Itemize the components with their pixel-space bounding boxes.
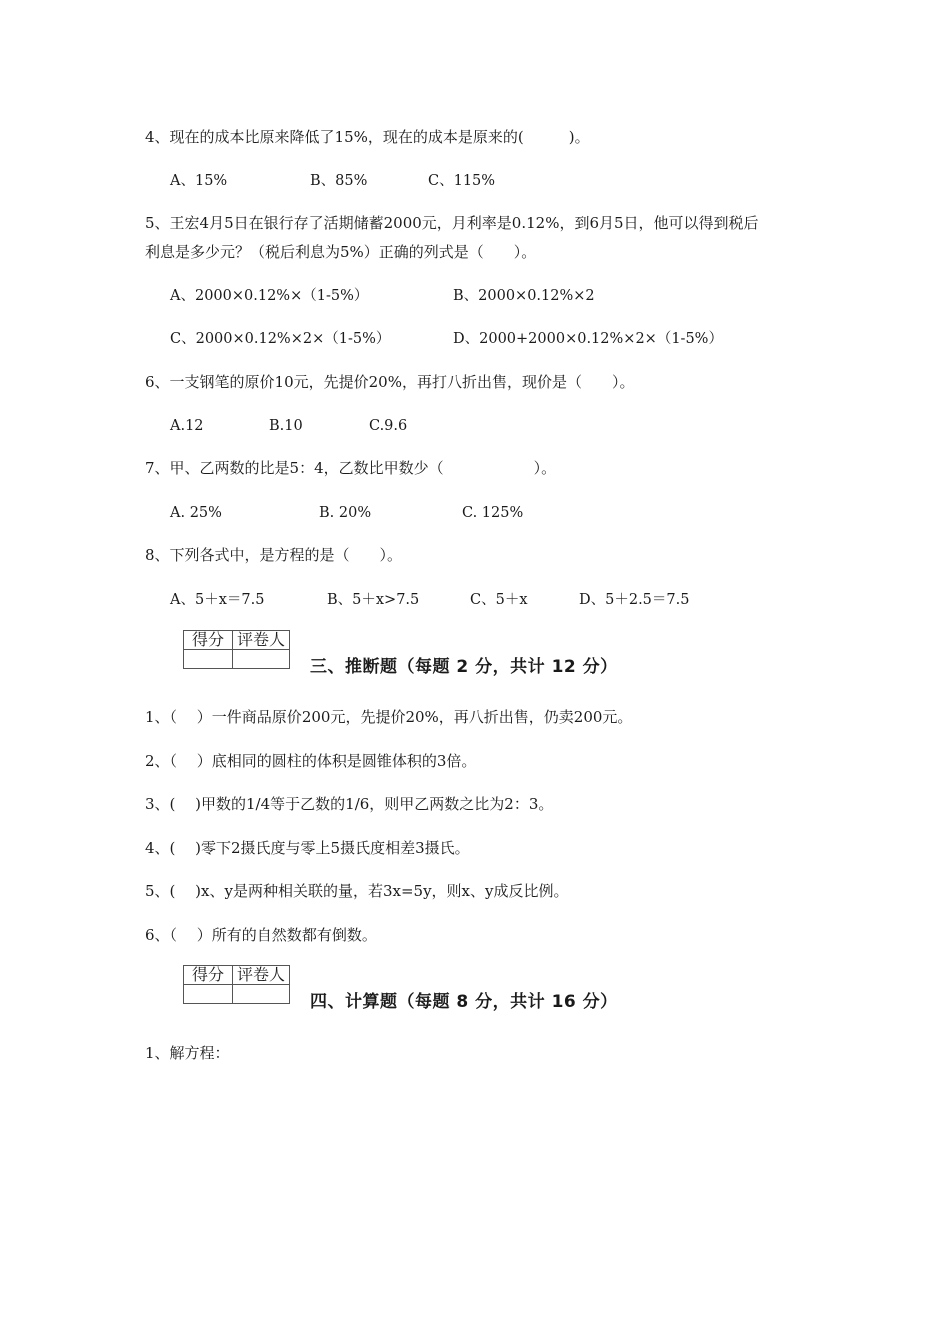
- q4-option-a: A、15%: [170, 173, 228, 189]
- q6-option-a: A.12: [170, 418, 204, 434]
- score-label: 得分: [184, 631, 233, 650]
- section-3-title: 三、推断题（每题 2 分，共计 12 分）: [310, 657, 618, 677]
- q4-option-b: B、85%: [310, 173, 368, 189]
- calc-item-1: 1、解方程：: [145, 1044, 230, 1062]
- q7-option-c: C. 125%: [462, 505, 524, 521]
- score-box-section4: [183, 965, 290, 1004]
- q7-option-b: B. 20%: [319, 505, 372, 521]
- q6-option-c: C.9.6: [369, 418, 408, 434]
- grader-label: 评卷人: [233, 966, 290, 985]
- grader-label: 评卷人: [233, 631, 290, 650]
- score-box-section3: [183, 630, 290, 669]
- question-8: 8、下列各式中，是方程的是（ ）。: [145, 546, 403, 564]
- q5-option-b: B、2000×0.12%×2: [453, 288, 595, 304]
- question-5-line2: 利息是多少元？（税后利息为5%）正确的列式是（ ）。: [145, 243, 537, 261]
- q6-option-b: B.10: [269, 418, 303, 434]
- q4-option-c: C、115%: [428, 173, 496, 189]
- grader-cell[interactable]: [233, 985, 290, 1004]
- q7-option-a: A. 25%: [170, 505, 222, 521]
- section-4-title: 四、计算题（每题 8 分，共计 16 分）: [310, 992, 618, 1012]
- q5-option-d: D、2000+2000×0.12%×2×（1-5%）: [453, 331, 723, 347]
- question-4: 4、现在的成本比原来降低了15%，现在的成本是原来的( )。: [145, 128, 590, 146]
- score-cell[interactable]: [184, 985, 233, 1004]
- judge-item-4: 4、( )零下2摄氏度与零上5摄氏度相差3摄氏。: [145, 839, 470, 857]
- score-label: 得分: [184, 966, 233, 985]
- q8-option-b: B、5＋x>7.5: [327, 592, 420, 608]
- judge-item-3: 3、( )甲数的1/4等于乙数的1/6，则甲乙两数之比为2：3。: [145, 795, 554, 813]
- judge-item-2: 2、（ ）底相同的圆柱的体积是圆锥体积的3倍。: [145, 752, 477, 770]
- q8-option-c: C、5＋x: [470, 592, 528, 608]
- score-cell[interactable]: [184, 650, 233, 669]
- q8-option-a: A、5＋x＝7.5: [170, 592, 265, 608]
- question-7: 7、甲、乙两数的比是5：4，乙数比甲数少（ ）。: [145, 459, 557, 477]
- question-5-line1: 5、王宏4月5日在银行存了活期储蓄2000元，月利率是0.12%，到6月5日，他可以得到税后: [145, 214, 759, 232]
- q8-option-d: D、5＋2.5＝7.5: [579, 592, 690, 608]
- q5-option-a: A、2000×0.12%×（1-5%）: [170, 288, 369, 304]
- judge-item-5: 5、( )x、y是两种相关联的量，若3x=5y，则x、y成反比例。: [145, 882, 569, 900]
- grader-cell[interactable]: [233, 650, 290, 669]
- judge-item-6: 6、（ ）所有的自然数都有倒数。: [145, 926, 377, 944]
- question-6: 6、一支钢笔的原价10元，先提价20%，再打八折出售，现价是（ ）。: [145, 373, 635, 391]
- judge-item-1: 1、（ ）一件商品原价200元，先提价20%，再八折出售，仍卖200元。: [145, 708, 633, 726]
- q5-option-c: C、2000×0.12%×2×（1-5%）: [170, 331, 391, 347]
